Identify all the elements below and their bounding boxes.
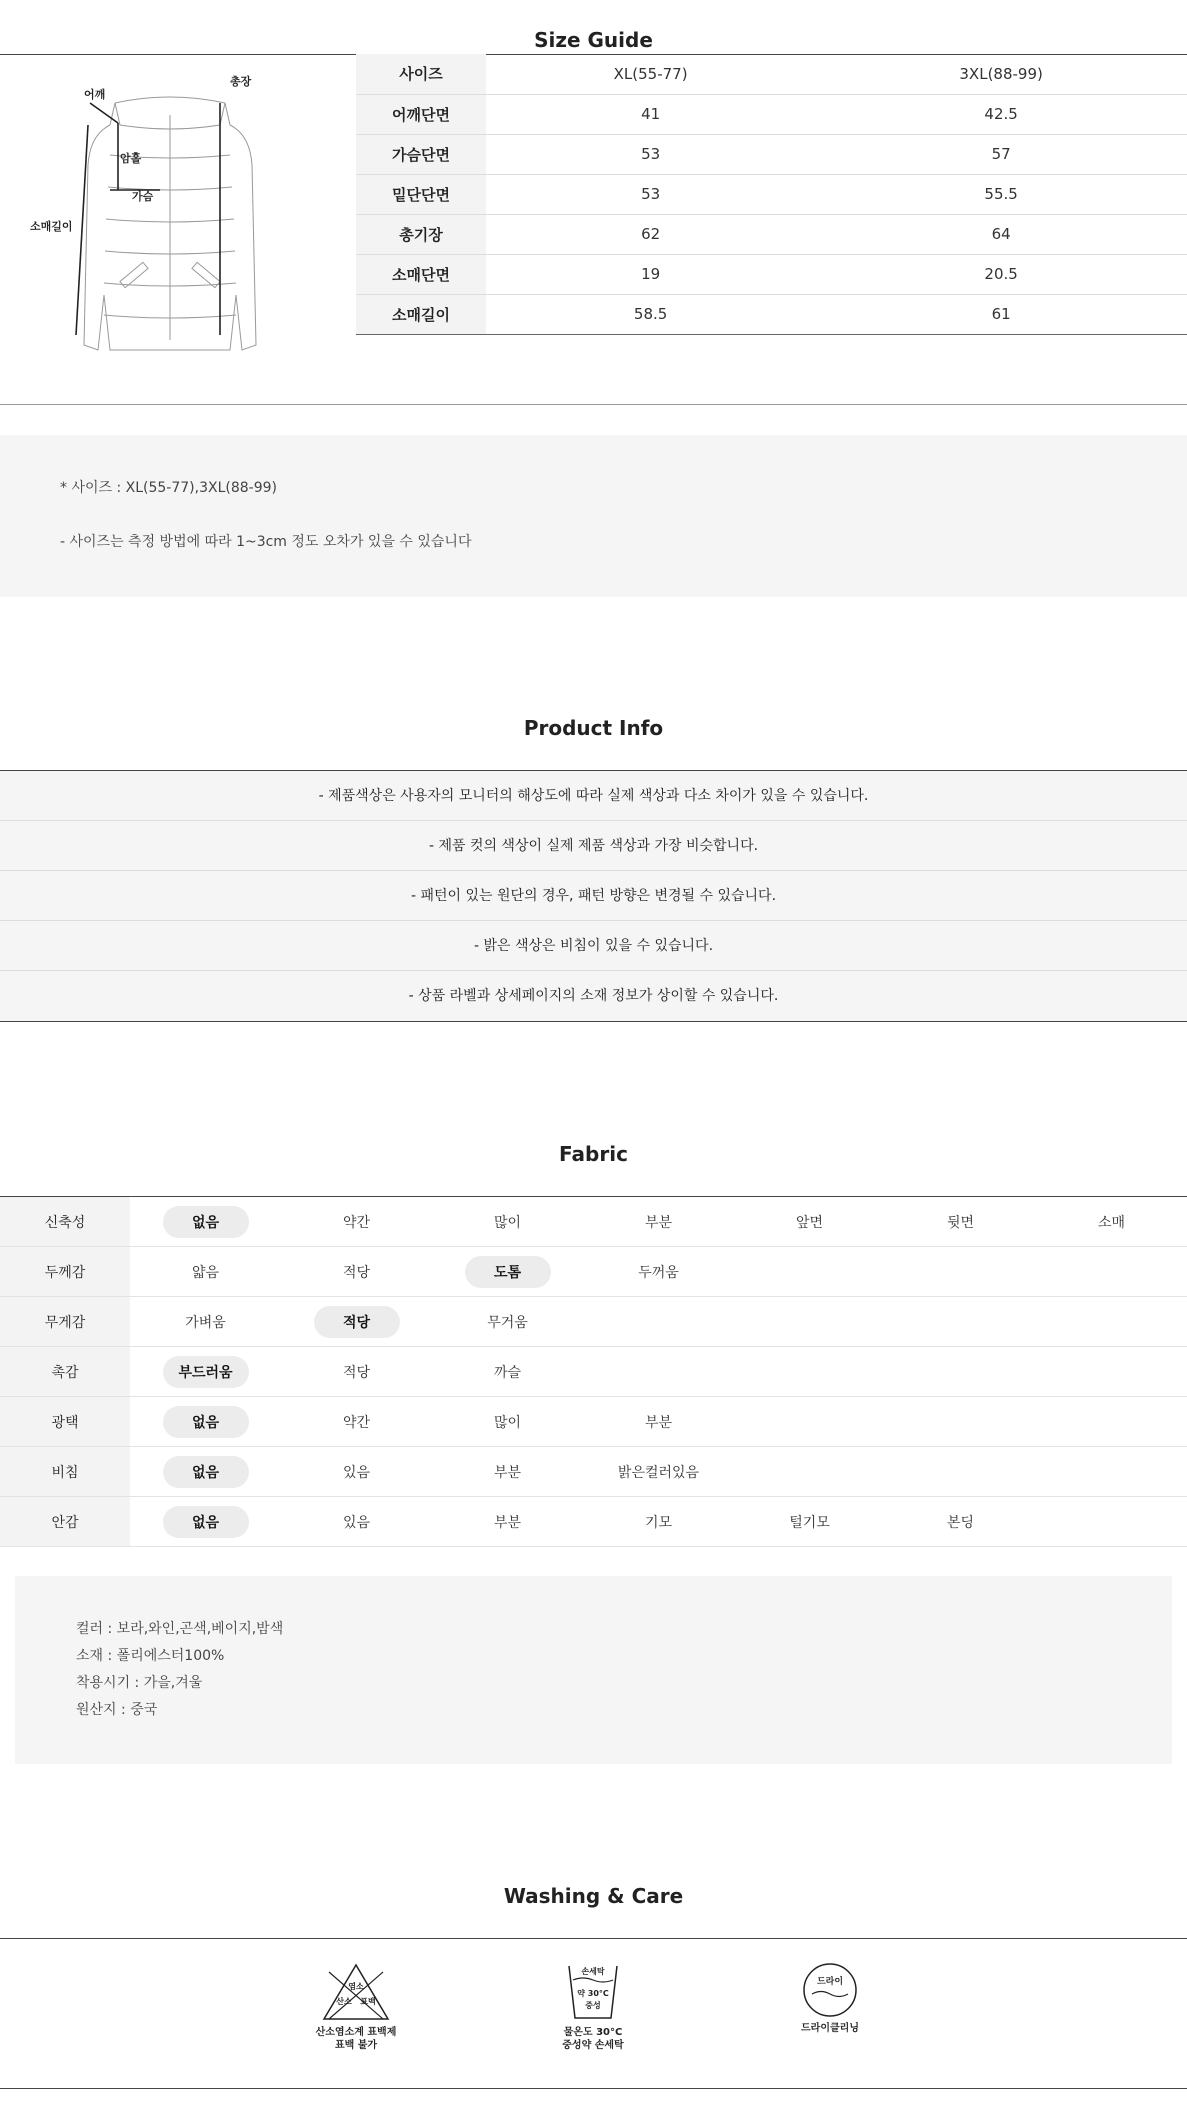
table-header-row [356,54,1187,94]
cell-value: 62 [486,214,815,254]
divider [0,1938,1187,1939]
row-label: 소매길이 [356,294,486,334]
fabric-option-selected: 도톰 [465,1256,551,1288]
fabric-cell [281,1297,432,1347]
fabric-option: 부분 [493,1514,522,1531]
list-item: - 밝은 색상은 비침이 있을 수 있습니다. [0,921,1187,971]
cell-value: 64 [815,214,1187,254]
fabric-option: 털기모 [789,1514,830,1531]
detail-season: 착용시기 : 가을,겨울 [76,1675,203,1691]
fabric-row [0,1247,1187,1297]
fabric-option: 적당 [342,1364,371,1381]
cell-value: 19 [486,254,815,294]
fabric-option: 뒷면 [946,1214,975,1231]
fabric-cell [583,1497,734,1547]
fabric-cell [1036,1447,1187,1497]
fabric-cell [432,1197,583,1247]
fabric-cell [1036,1497,1187,1547]
care-caption: 산소염소계 표백제 [315,2027,397,2038]
fabric-cell [281,1247,432,1297]
fabric-cell [130,1247,281,1297]
row-label: 총기장 [356,214,486,254]
fabric-row [0,1197,1187,1247]
fabric-option: 많이 [493,1214,522,1231]
fabric-cell [885,1247,1036,1297]
fabric-option-selected: 없음 [163,1206,249,1238]
dry-clean-icon [800,1962,860,2018]
fabric-row-label: 촉감 [0,1347,130,1397]
fabric-cell [734,1397,885,1447]
size-column-xl: XL(55-77) [486,54,815,94]
fabric-cell [885,1397,1036,1447]
fabric-option: 적당 [342,1264,371,1281]
table-row [356,134,1187,174]
fabric-cell [432,1297,583,1347]
size-note: * 사이즈 : XL(55-77),3XL(88-99) [60,480,277,496]
symbol-text: 표백 [360,1997,376,2006]
fabric-cell [885,1347,1036,1397]
cell-value: 57 [815,134,1187,174]
fabric-cell [130,1447,281,1497]
detail-material: 소재 : 폴리에스터100% [76,1648,225,1664]
fabric-cell [885,1197,1036,1247]
fabric-option: 있음 [342,1514,371,1531]
row-label: 어깨단면 [356,94,486,134]
product-info-title: Product Info [523,716,664,740]
fabric-cell [1036,1297,1187,1347]
fabric-cell [432,1397,583,1447]
fabric-option: 밝은컬러있음 [617,1464,700,1481]
fabric-row [0,1447,1187,1497]
size-guide-title: Size Guide [534,28,653,52]
fabric-option: 부분 [493,1464,522,1481]
fabric-cell [734,1297,885,1347]
fabric-option: 부분 [644,1414,673,1431]
fabric-option: 가벼움 [185,1314,226,1331]
fabric-option: 부분 [644,1214,673,1231]
fabric-cell [432,1347,583,1397]
row-label: 가슴단면 [356,134,486,174]
fabric-table [0,1196,1187,1547]
care-caption: 물온도 30°C [563,2027,623,2038]
total-length-label: 총장 [230,75,252,88]
list-item: - 제품색상은 사용자의 모니터의 해상도에 따라 실제 색상과 다소 차이가 있을 수 있습니다. [0,771,1187,821]
fabric-row-label: 광택 [0,1397,130,1447]
fabric-cell [281,1197,432,1247]
product-info-list [0,770,1187,1022]
fabric-cell [1036,1247,1187,1297]
fabric-cell [1036,1397,1187,1447]
detail-origin: 원산지 : 중국 [76,1702,158,1718]
size-column-3xl: 3XL(88-99) [815,54,1187,94]
product-details-box [15,1576,1172,1764]
care-caption: 드라이클리닝 [801,2023,859,2034]
fabric-option-selected: 없음 [163,1506,249,1538]
table-row [356,94,1187,134]
fabric-row-label: 비침 [0,1447,130,1497]
fabric-option: 약간 [342,1414,371,1431]
fabric-option: 약간 [342,1214,371,1231]
table-row [356,214,1187,254]
row-label: 소매단면 [356,254,486,294]
fabric-cell [583,1247,734,1297]
fabric-cell [130,1397,281,1447]
cell-value: 53 [486,134,815,174]
care-item [286,1962,426,2052]
fabric-cell [130,1497,281,1547]
no-bleach-icon [321,1962,391,2022]
symbol-text: 드라이 [816,1977,844,1987]
fabric-title: Fabric [559,1142,628,1166]
fabric-cell [583,1397,734,1447]
fabric-option: 많이 [493,1414,522,1431]
care-item [523,1962,663,2052]
fabric-option-selected: 적당 [314,1306,400,1338]
cell-value: 53 [486,174,815,214]
armhole-label: 암홀 [120,152,142,165]
fabric-cell [281,1347,432,1397]
size-column-header: 사이즈 [356,54,486,94]
size-table [356,54,1187,335]
cell-value: 41 [486,94,815,134]
fabric-cell [130,1347,281,1397]
fabric-cell [281,1497,432,1547]
size-notes-box [0,435,1187,597]
fabric-cell [281,1397,432,1447]
cell-value: 42.5 [815,94,1187,134]
shoulder-label: 어깨 [84,88,106,101]
fabric-cell [734,1247,885,1297]
fabric-row [0,1347,1187,1397]
symbol-text: 약 30°C [577,1989,609,1998]
jacket-measurement-diagram [30,75,280,365]
cell-value: 58.5 [486,294,815,334]
fabric-option: 본딩 [946,1514,975,1531]
fabric-option: 얇음 [191,1264,220,1281]
table-row [356,254,1187,294]
table-row [356,294,1187,334]
fabric-row [0,1297,1187,1347]
list-item: - 상품 라벨과 상세페이지의 소재 정보가 상이할 수 있습니다. [0,971,1187,1021]
fabric-cell [1036,1347,1187,1397]
care-caption: 표백 불가 [334,2040,378,2051]
list-item: - 제품 컷의 색상이 실제 제품 색상과 가장 비슷합니다. [0,821,1187,871]
cell-value: 20.5 [815,254,1187,294]
chest-label: 가슴 [132,190,154,203]
fabric-row-label: 신축성 [0,1197,130,1247]
sleeve-label: 소매길이 [30,220,73,233]
size-note: - 사이즈는 측정 방법에 따라 1~3cm 정도 오차가 있을 수 있습니다 [60,534,472,550]
divider [0,2088,1187,2089]
fabric-cell [432,1497,583,1547]
list-item: - 패턴이 있는 원단의 경우, 패턴 방향은 변경될 수 있습니다. [0,871,1187,921]
row-label: 밑단단면 [356,174,486,214]
fabric-cell [130,1297,281,1347]
fabric-option: 앞면 [795,1214,824,1231]
symbol-text: 산소 [336,1997,352,2006]
fabric-option: 두꺼움 [638,1264,679,1281]
fabric-option-selected: 부드러움 [163,1356,249,1388]
fabric-option: 소매 [1097,1214,1126,1231]
fabric-cell [734,1447,885,1497]
fabric-cell [583,1347,734,1397]
fabric-cell [885,1497,1036,1547]
fabric-row-label: 안감 [0,1497,130,1547]
fabric-cell [885,1447,1036,1497]
fabric-row-label: 무게감 [0,1297,130,1347]
fabric-option: 까슬 [493,1364,522,1381]
fabric-cell [1036,1197,1187,1247]
fabric-option: 무거움 [487,1314,528,1331]
fabric-cell [583,1197,734,1247]
care-caption: 중성약 손세탁 [562,2040,624,2051]
fabric-cell [734,1197,885,1247]
fabric-option-selected: 없음 [163,1456,249,1488]
fabric-row [0,1397,1187,1447]
symbol-text: 염소 [348,1982,364,1991]
fabric-option: 기모 [644,1514,673,1531]
fabric-cell [281,1447,432,1497]
washing-care-title: Washing & Care [503,1884,684,1908]
divider [0,404,1187,405]
care-item [760,1962,900,2035]
detail-color: 컬러 : 보라,와인,곤색,베이지,밤색 [76,1621,284,1637]
symbol-text: 손세탁 [581,1967,605,1976]
fabric-cell [130,1197,281,1247]
fabric-cell [734,1497,885,1547]
cell-value: 55.5 [815,174,1187,214]
fabric-option-selected: 없음 [163,1406,249,1438]
fabric-cell [734,1347,885,1397]
fabric-cell [432,1247,583,1297]
fabric-cell [885,1297,1036,1347]
hand-wash-icon [563,1962,623,2022]
fabric-cell [583,1447,734,1497]
cell-value: 61 [815,294,1187,334]
fabric-cell [432,1447,583,1497]
fabric-row-label: 두께감 [0,1247,130,1297]
fabric-cell [583,1297,734,1347]
fabric-option: 있음 [342,1464,371,1481]
fabric-row [0,1497,1187,1547]
symbol-text: 중성 [585,2001,601,2010]
table-row [356,174,1187,214]
